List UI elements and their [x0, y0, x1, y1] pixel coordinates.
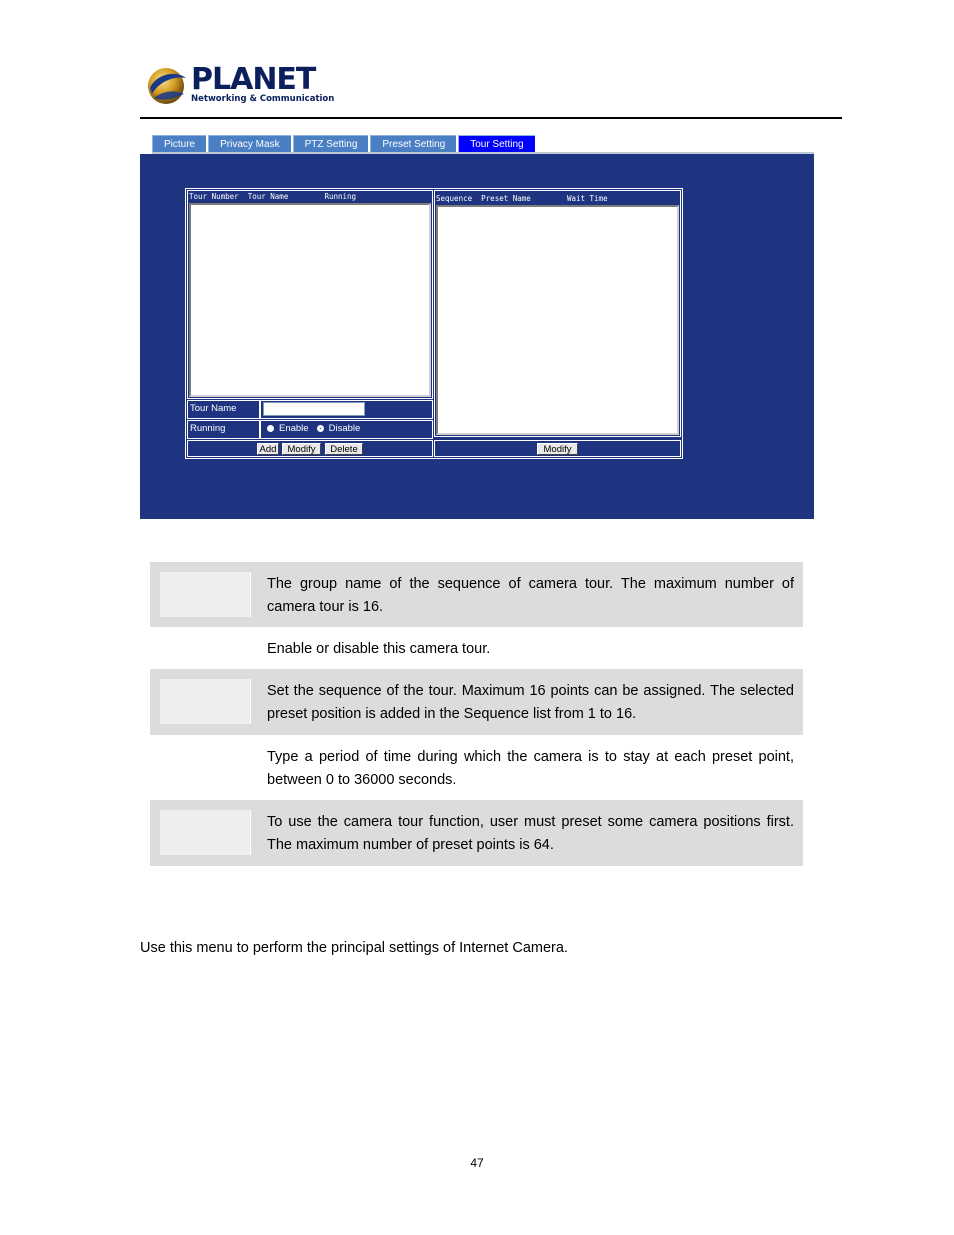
- modify-button[interactable]: Modify: [282, 443, 321, 455]
- disable-radio[interactable]: [317, 425, 324, 432]
- add-button[interactable]: Add: [257, 443, 279, 455]
- disable-label: Disable: [328, 423, 361, 434]
- settings-tabs: [152, 135, 535, 152]
- logo-wordmark: PLANET: [191, 62, 316, 97]
- desc-tour-name: The group name of the sequence of camera tour. The maximum number of camera tour is 16.: [267, 576, 794, 615]
- running-label: Running: [187, 420, 260, 439]
- tour-list[interactable]: [189, 203, 431, 397]
- desc-wait-time: Type a period of time during which the camera is to stay at each preset point, between 0 to 36000 seconds.: [267, 749, 794, 788]
- enable-radio[interactable]: [267, 425, 274, 432]
- sequence-list-header: Sequence Preset Name Wait Time: [436, 194, 608, 203]
- enable-label: Enable: [279, 423, 309, 434]
- logo-tagline: Networking & Communication: [191, 94, 335, 104]
- running-options: [260, 420, 433, 439]
- desc-running: Enable or disable this camera tour.: [267, 641, 491, 657]
- tour-list-header: Tour Number Tour Name Running: [189, 192, 357, 201]
- tab-preset-setting[interactable]: Preset Setting: [370, 135, 456, 152]
- sequence-list[interactable]: [436, 205, 679, 435]
- sequence-modify-button[interactable]: Modify: [537, 443, 578, 455]
- tab-privacy-mask[interactable]: Privacy Mask: [208, 135, 290, 152]
- page-number: 47: [470, 1156, 484, 1170]
- planet-logo: [146, 64, 190, 108]
- desc-label-cell: [160, 679, 251, 724]
- desc-label-cell: [160, 810, 251, 855]
- tab-ptz-setting[interactable]: PTZ Setting: [293, 135, 369, 152]
- tour-setting-panel: [140, 154, 814, 519]
- desc-label-cell: [160, 572, 251, 617]
- tab-tour-setting[interactable]: Tour Setting: [458, 135, 534, 152]
- body-paragraph: Use this menu to perform the principal settings of Internet Camera.: [140, 940, 568, 956]
- tour-name-label: Tour Name: [187, 400, 260, 419]
- tour-name-input[interactable]: [263, 402, 365, 416]
- header-divider: [140, 117, 842, 119]
- tab-picture[interactable]: Picture: [152, 135, 206, 152]
- desc-sequence: Set the sequence of the tour. Maximum 16 points can be assigned. The selected preset position is added in the Sequence list from 1 to 16.: [267, 683, 794, 722]
- desc-note: To use the camera tour function, user must preset some camera positions first. The maximum number of preset points is 64.: [267, 814, 794, 853]
- delete-button[interactable]: Delete: [325, 443, 363, 455]
